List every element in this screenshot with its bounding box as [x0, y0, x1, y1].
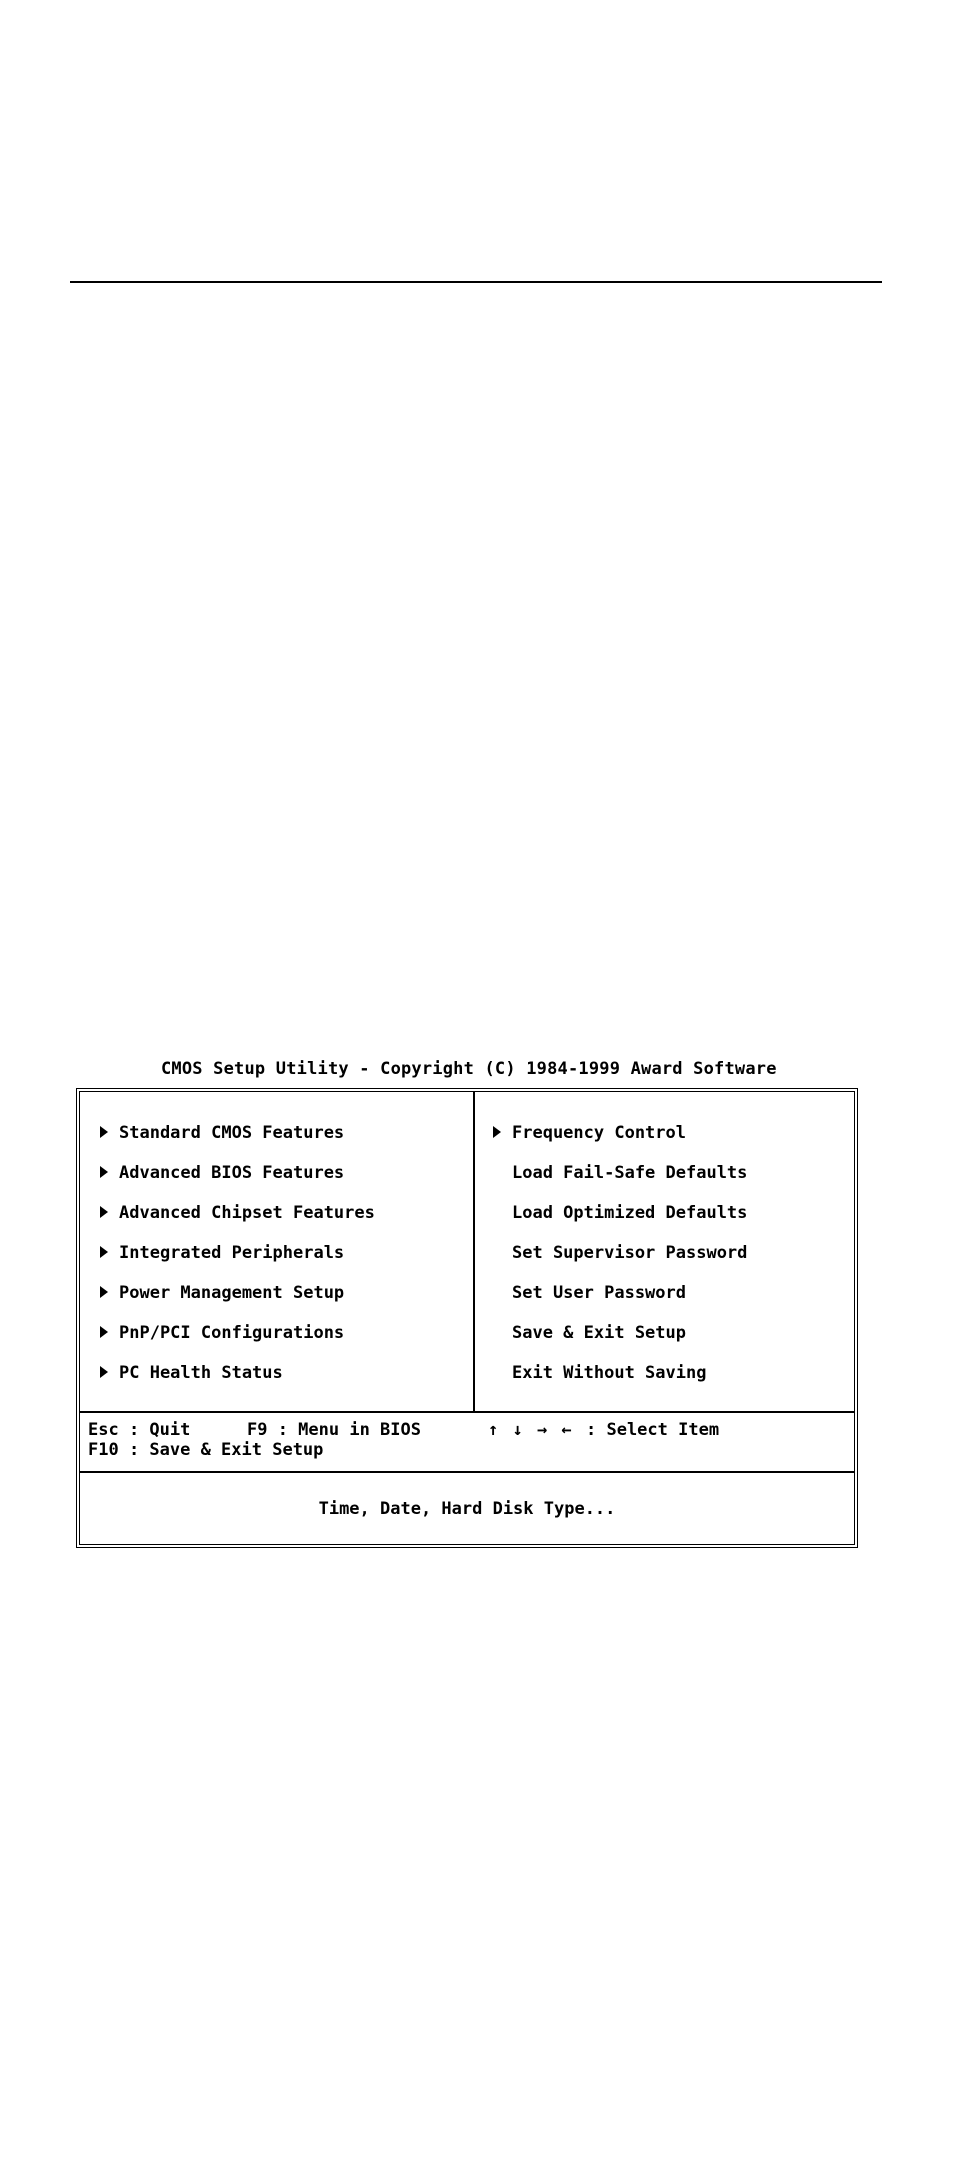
menu-item-save-exit-setup[interactable]: [493, 1322, 747, 1362]
menu-item-pnp-pci-configurations[interactable]: [100, 1322, 375, 1362]
key-legend: [80, 1413, 854, 1473]
menu-item-power-management-setup[interactable]: [100, 1282, 375, 1322]
menu-item-integrated-peripherals[interactable]: [100, 1242, 375, 1282]
key-f9-menu: F9 : Menu in BIOS: [247, 1420, 421, 1440]
top-rule: [70, 281, 882, 283]
help-line: [80, 1473, 854, 1544]
arrow-keys-icon: ↑ ↓ → ←: [488, 1420, 574, 1440]
menu-item-label: Set Supervisor Password: [512, 1243, 748, 1263]
key-select-item: : Select Item: [586, 1420, 720, 1440]
menu-item-label: Advanced Chipset Features: [119, 1203, 375, 1223]
bios-title: CMOS Setup Utility - Copyright (C) 1984-1999 Award Software: [161, 1059, 777, 1079]
bios-frame: [76, 1088, 858, 1548]
menu-item-label: Load Fail-Safe Defaults: [512, 1163, 748, 1183]
submenu-arrow-icon: [100, 1286, 108, 1298]
menu-item-label: Integrated Peripherals: [119, 1243, 345, 1263]
menu-item-pc-health-status[interactable]: [100, 1362, 375, 1402]
menu-item-standard-cmos-features[interactable]: [100, 1122, 375, 1162]
menu-item-label: Load Optimized Defaults: [512, 1203, 748, 1223]
menu-item-label: Advanced BIOS Features: [119, 1163, 345, 1183]
menu-item-set-supervisor-password[interactable]: [493, 1242, 747, 1282]
menu-item-label: Standard CMOS Features: [119, 1123, 345, 1143]
menu-left-column: [100, 1122, 375, 1402]
submenu-arrow-icon: [100, 1246, 108, 1258]
menu-item-advanced-chipset-features[interactable]: [100, 1202, 375, 1242]
menu-item-label: PC Health Status: [119, 1363, 283, 1383]
menu-item-label: Power Management Setup: [119, 1283, 345, 1303]
menu-item-frequency-control[interactable]: [493, 1122, 747, 1162]
submenu-arrow-icon: [100, 1366, 108, 1378]
menu-item-advanced-bios-features[interactable]: [100, 1162, 375, 1202]
menu-right-column: [493, 1122, 747, 1402]
submenu-arrow-icon: [100, 1126, 108, 1138]
menu-item-label: Frequency Control: [512, 1123, 686, 1143]
submenu-arrow-icon: [493, 1126, 501, 1138]
submenu-arrow-icon: [100, 1326, 108, 1338]
menu-item-label: Save & Exit Setup: [512, 1323, 686, 1343]
menu-item-load-optimized-defaults[interactable]: [493, 1202, 747, 1242]
menu-item-load-fail-safe-defaults[interactable]: [493, 1162, 747, 1202]
key-esc-quit: Esc : Quit: [88, 1420, 191, 1440]
menu-divider: [473, 1092, 475, 1411]
menu-item-label: Set User Password: [512, 1283, 686, 1303]
menu-item-label: Exit Without Saving: [512, 1363, 707, 1383]
submenu-arrow-icon: [100, 1166, 108, 1178]
menu-item-label: PnP/PCI Configurations: [119, 1323, 345, 1343]
help-text: Time, Date, Hard Disk Type...: [318, 1498, 616, 1519]
submenu-arrow-icon: [100, 1206, 108, 1218]
menu-area: [80, 1092, 854, 1413]
menu-item-exit-without-saving[interactable]: [493, 1362, 747, 1402]
menu-item-set-user-password[interactable]: [493, 1282, 747, 1322]
key-f10-save-exit: F10 : Save & Exit Setup: [88, 1440, 324, 1460]
